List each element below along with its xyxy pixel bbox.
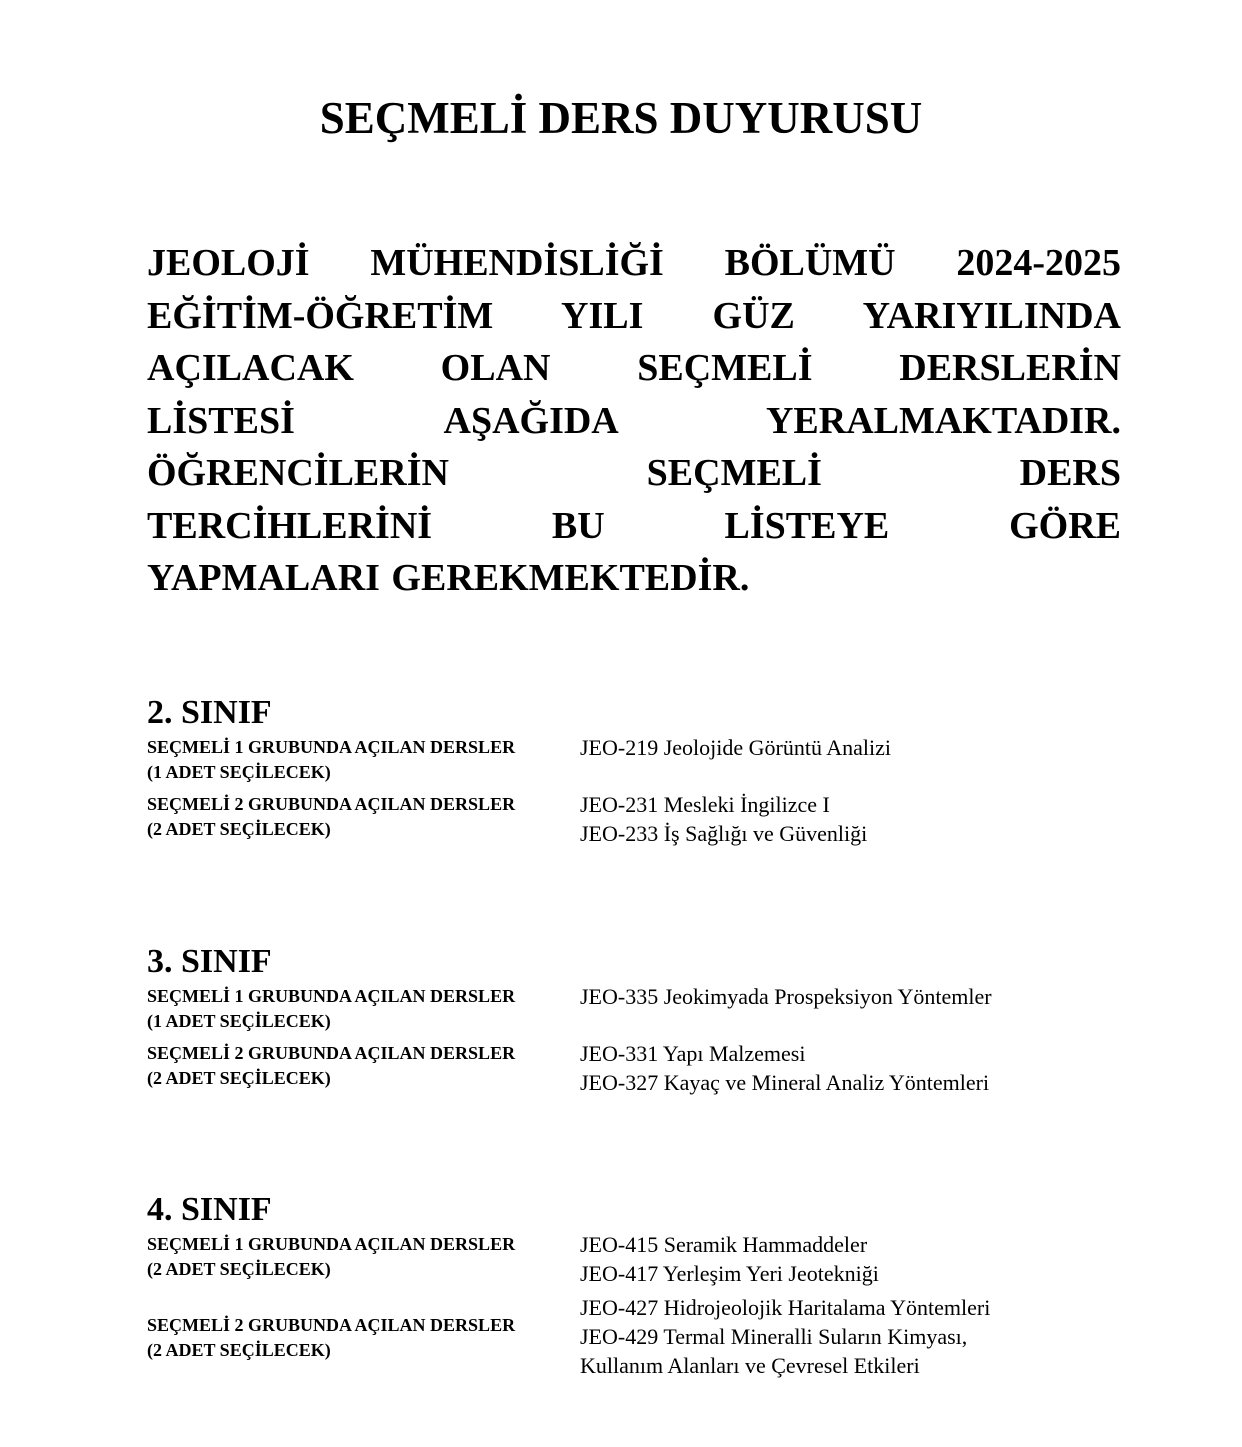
course-list	[580, 1039, 989, 1097]
course-item: JEO-219 Jeolojide Görüntü Analizi	[580, 735, 892, 760]
announcement-line: TERCİHLERİNİ BU LİSTEYE GÖRE	[147, 504, 1121, 547]
group-note: (2 ADET SEÇİLECEK)	[147, 1068, 331, 1088]
announcement-paragraph	[147, 237, 1121, 605]
course-list	[580, 790, 867, 848]
group-note: (2 ADET SEÇİLECEK)	[147, 1259, 331, 1279]
page-title: SEÇMELİ DERS DUYURUSU	[319, 93, 923, 143]
group-label	[147, 1039, 580, 1091]
group-note: (2 ADET SEÇİLECEK)	[147, 1339, 331, 1360]
course-list	[580, 1293, 990, 1380]
group-note: (1 ADET SEÇİLECEK)	[147, 762, 331, 782]
course-item: Kullanım Alanları ve Çevresel Etkileri	[580, 1353, 920, 1378]
group-label	[147, 790, 580, 842]
class-section-2	[147, 693, 1122, 848]
course-item: JEO-327 Kayaç ve Mineral Analiz Yöntemleri	[580, 1070, 990, 1095]
course-item: JEO-231 Mesleki İngilizce I	[580, 792, 830, 817]
announcement-line: ÖĞRENCİLERİN SEÇMELİ DERS	[147, 452, 1121, 494]
elective-group-1	[147, 982, 1122, 1034]
course-item: JEO-417 Yerleşim Yeri Jeotekniği	[580, 1261, 879, 1286]
course-item: JEO-335 Jeokimyada Prospeksiyon Yöntemler	[580, 984, 992, 1009]
course-item: JEO-415 Seramik Hammaddeler	[580, 1232, 868, 1257]
announcement-line: YAPMALARI GEREKMEKTEDİR.	[147, 557, 750, 599]
section-heading: 2. SINIF	[147, 694, 272, 731]
group-label	[147, 982, 580, 1034]
group-title: SEÇMELİ 1 GRUBUNDA AÇILAN DERSLER	[147, 986, 516, 1006]
class-section-4	[147, 1190, 1122, 1380]
section-heading: 3. SINIF	[147, 943, 272, 980]
elective-group-1	[147, 1230, 1122, 1288]
course-list	[580, 1230, 879, 1288]
course-item: JEO-429 Termal Mineralli Suların Kimyası,	[580, 1324, 968, 1349]
announcement-line: AÇILACAK OLAN SEÇMELİ DERSLERİN	[147, 347, 1121, 389]
elective-group-1	[147, 733, 1122, 785]
course-list	[580, 733, 891, 762]
course-item: JEO-427 Hidrojeolojik Haritalama Yöntemleri	[580, 1295, 991, 1320]
announcement-line: LİSTESİ AŞAĞIDA YERALMAKTADIR.	[147, 399, 1121, 442]
group-title: SEÇMELİ 2 GRUBUNDA AÇILAN DERSLER	[147, 794, 516, 814]
elective-group-2	[147, 1039, 1122, 1097]
announcement-line: EĞİTİM-ÖĞRETİM YILI GÜZ YARIYILINDA	[147, 294, 1121, 337]
group-label	[147, 733, 580, 785]
section-heading: 4. SINIF	[147, 1191, 272, 1228]
course-item: JEO-233 İş Sağlığı ve Güvenliği	[580, 821, 868, 846]
group-title: SEÇMELİ 1 GRUBUNDA AÇILAN DERSLER	[147, 1234, 516, 1254]
announcement-line: JEOLOJİ MÜHENDİSLİĞİ BÖLÜMÜ 2024-2025	[147, 242, 1121, 284]
group-label	[147, 1311, 580, 1363]
elective-group-2	[147, 790, 1122, 848]
elective-group-2	[147, 1293, 1122, 1380]
course-item: JEO-331 Yapı Malzemesi	[580, 1041, 806, 1066]
group-note: (2 ADET SEÇİLECEK)	[147, 819, 331, 839]
group-title: SEÇMELİ 2 GRUBUNDA AÇILAN DERSLER	[147, 1043, 516, 1063]
group-note: (1 ADET SEÇİLECEK)	[147, 1011, 331, 1031]
course-list	[580, 982, 992, 1011]
group-title: SEÇMELİ 2 GRUBUNDA AÇILAN DERSLER	[147, 1314, 516, 1335]
class-section-3	[147, 942, 1122, 1097]
group-label	[147, 1230, 580, 1282]
group-title: SEÇMELİ 1 GRUBUNDA AÇILAN DERSLER	[147, 737, 516, 757]
